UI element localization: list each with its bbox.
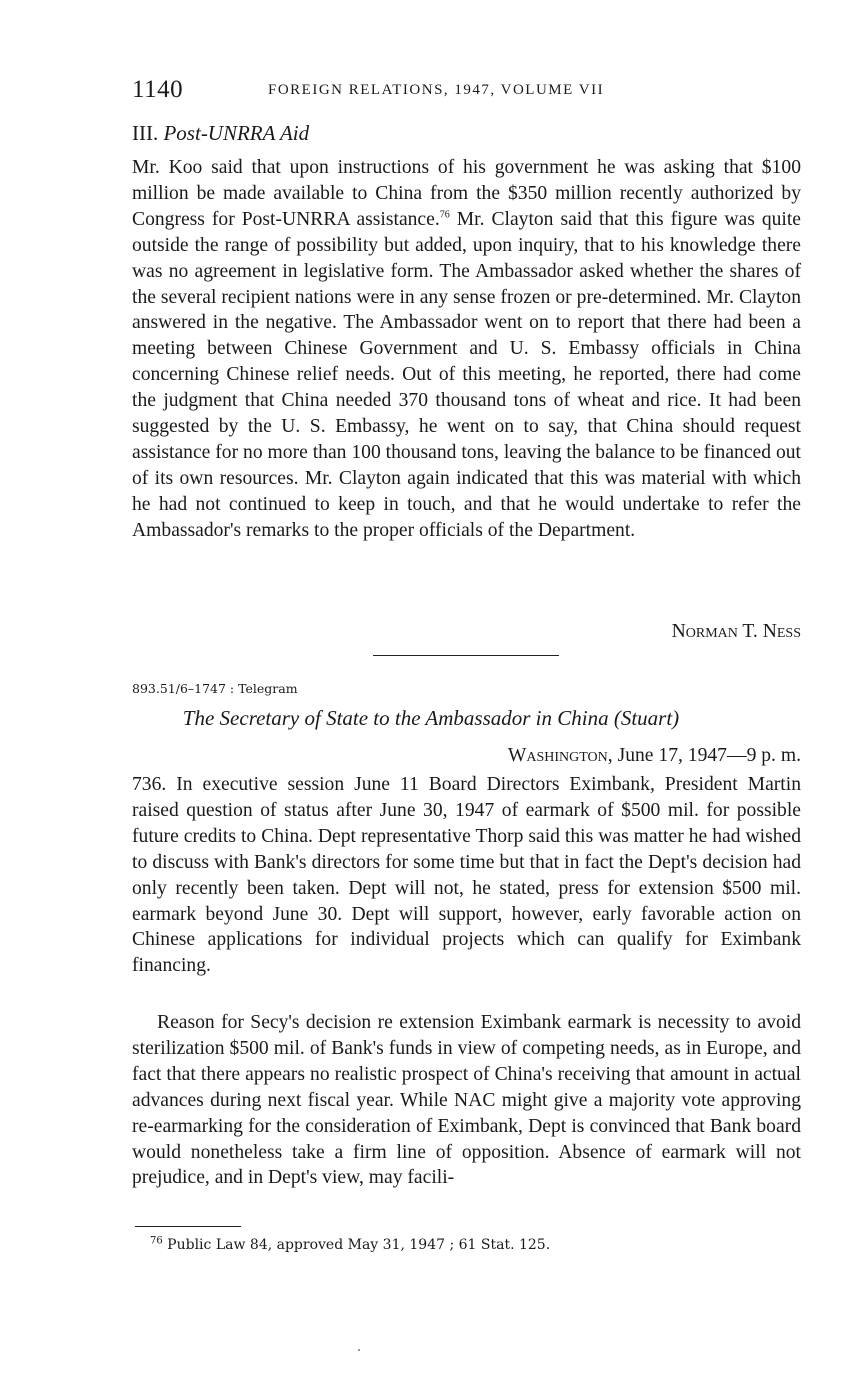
footnote-text: Public Law 84, approved May 31, 1947 ; 61 Stat. 125. [162,1237,551,1253]
page-number: 1140 [132,76,184,103]
footnote [150,1237,550,1253]
section-divider [373,655,559,656]
dateline-place: Washington [507,745,608,766]
memo-paragraph-part2: Mr. Clayton said that this figure was quite outside the range of possibility but added, upon inquiry, that to his knowledge there was no agreement in legislative form. The Ambassador asked whether the shares of the several recipient nations were in any sense frozen or pre-determined. Mr. Clayton answered in the negative. The Ambassador went on to report that there had been a meeting between Chinese Government and U. S. Embassy officials in China concerning Chinese relief needs. Out of this meeting, he reported, there had come the judgment that China needed 370 thousand tons of wheat and rice. It had been suggested by the U. S. Embassy, he went on to say, that China should request assistance for no more than 100 thousand tons, leaving the balance to be financed out of its own resources. Mr. Clayton again indicated that this was material with which he had not continued to keep in touch, and that he would undertake to refer the Ambassador's remarks to the proper officials of the Department. [132,208,801,541]
footnote-reference[interactable]: 76 [439,209,450,221]
footnote-marker: 76 [150,1235,163,1247]
section-title: Post-UNRRA Aid [163,121,310,145]
memo-paragraph [132,155,801,544]
page-speck [358,1349,360,1351]
file-reference: 893.51/6–1747 : Telegram [132,681,298,696]
dateline [508,745,801,767]
footnote-divider [135,1226,241,1227]
section-number: III. [132,121,159,145]
running-head: FOREIGN RELATIONS, 1947, VOLUME VII [268,82,605,98]
signature: Norman T. Ness [671,621,801,642]
telegram-paragraph-1: 736. In executive session June 11 Board Directors Eximbank, President Martin raised question of status after June 30, 1947 of earmark of $500 mil. for possible future credits to China. Dept representative Thorp said this was matter he had wished to discuss with Bank's directors for some time but that in fact the Dept's decision had only recently been taken. Dept will not, he stated, press for extension $500 mil. earmark beyond June 30. Dept will support, however, early favorable action on Chinese applications for individual projects which can qualify for Eximbank financing. [132,774,801,977]
dateline-date: , June 17, 1947—9 p. m. [607,745,801,766]
document-title: The Secretary of State to the Ambassador in China (Stuart) [182,706,680,730]
memo-paragraph-part1: Mr. Koo said that upon instructions of his government he was asking that $100 million be made available to China from the $350 million recently authorized by Congress for Post-UNRRA assistance. [132,157,801,230]
telegram-paragraph-2: Reason for Secy's decision re extension Eximbank earmark is necessity to avoid sterilization $500 mil. of Bank's funds in view of competing needs, as in Europe, and fact that there appears no realistic prospect of China's receiving that amount in actual advances during next fiscal year. While NAC might give a majority vote approving re-earmarking for the consideration of Eximbank, Dept is convinced that Bank board would nonetheless take a firm line of opposition. Absence of earmark will not prejudice, and in Dept's view, may facili- [132,1012,801,1189]
page-header [132,76,812,110]
section-heading [132,121,309,146]
